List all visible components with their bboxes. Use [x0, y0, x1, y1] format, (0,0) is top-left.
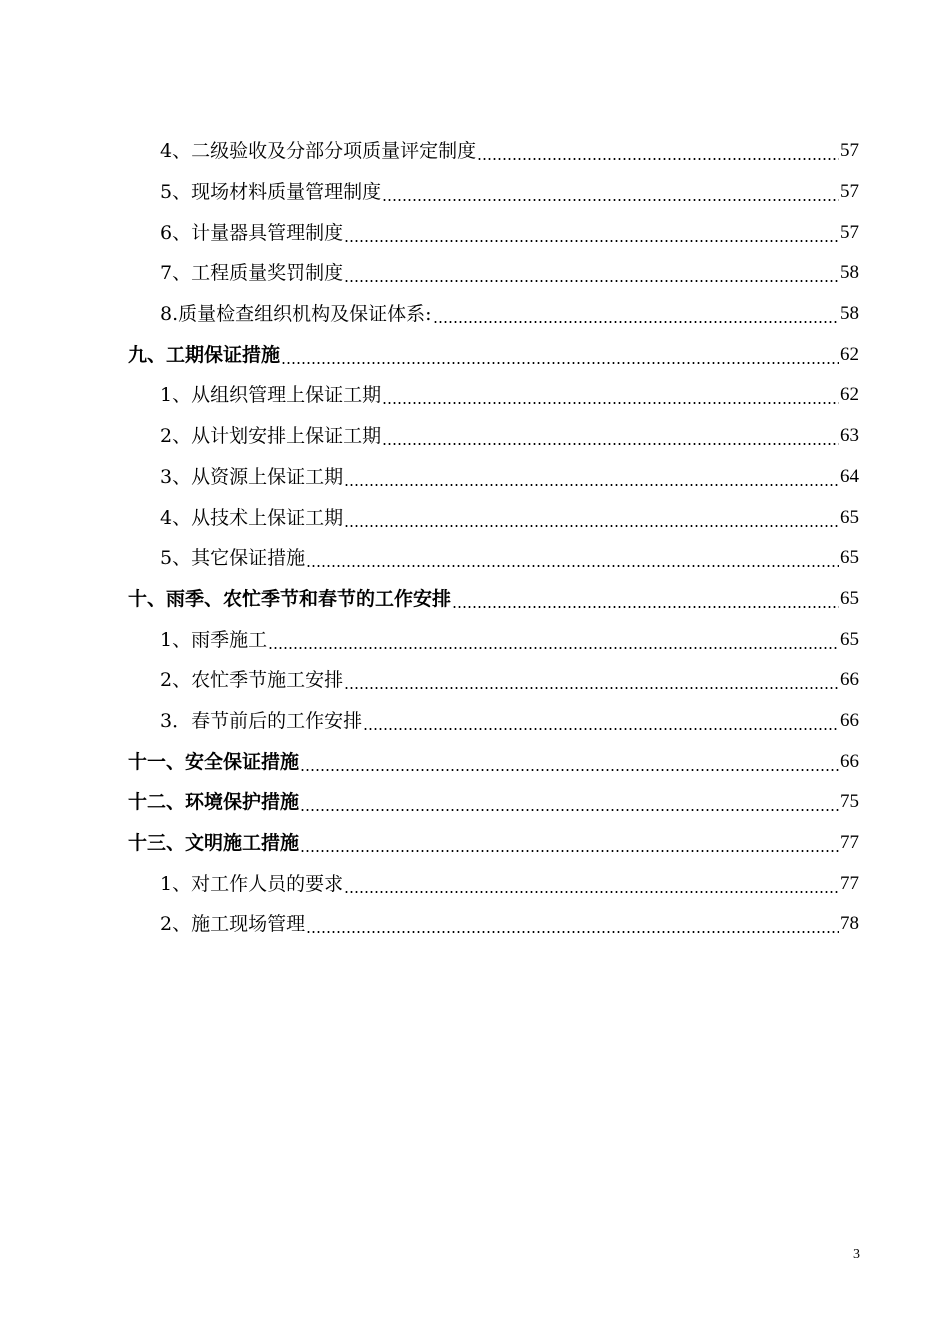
toc-entry-page: 77 — [840, 872, 859, 894]
toc-dot-leader — [382, 443, 839, 445]
toc-section-heading[interactable] — [0, 823, 950, 864]
toc-dot-leader — [344, 525, 839, 527]
toc-entry-page: 66 — [840, 750, 859, 772]
toc-dot-leader — [344, 280, 839, 282]
table-of-contents — [0, 131, 950, 945]
toc-dot-leader — [433, 321, 839, 323]
toc-entry[interactable] — [0, 212, 950, 253]
toc-entry-title: 4、二级验收及分部分项质量评定制度 — [160, 140, 477, 163]
toc-entry-title: 4、从技术上保证工期 — [160, 506, 344, 529]
toc-dot-leader — [344, 240, 839, 242]
toc-section-heading[interactable] — [0, 782, 950, 823]
toc-entry-title: 1、雨季施工 — [160, 628, 268, 651]
toc-section-heading[interactable] — [0, 334, 950, 375]
toc-entry-title: 十三、文明施工措施 — [128, 832, 300, 855]
toc-entry-page: 57 — [840, 181, 859, 203]
toc-entry-title: 十二、环境保护措施 — [128, 791, 300, 814]
toc-entry-page: 65 — [840, 547, 859, 569]
toc-entry-page: 62 — [840, 343, 859, 365]
toc-entry-title: 5、其它保证措施 — [160, 547, 306, 570]
toc-entry-title: 2、从计划安排上保证工期 — [160, 425, 382, 448]
toc-entry[interactable] — [0, 172, 950, 213]
toc-entry[interactable] — [0, 619, 950, 660]
toc-entry-page: 65 — [840, 587, 859, 609]
toc-entry-title: 2、农忙季节施工安排 — [160, 669, 344, 692]
toc-entry[interactable] — [0, 904, 950, 945]
toc-entry-title: 3、从资源上保证工期 — [160, 465, 344, 488]
toc-dot-leader — [344, 484, 839, 486]
toc-entry-title: 十、雨季、农忙季节和春节的工作安排 — [128, 587, 452, 610]
toc-entry-title: 5、现场材料质量管理制度 — [160, 181, 382, 204]
toc-dot-leader — [300, 809, 839, 811]
toc-entry-title: 6、计量器具管理制度 — [160, 221, 344, 244]
toc-entry-title: 3．春节前后的工作安排 — [160, 709, 363, 732]
toc-entry[interactable] — [0, 253, 950, 294]
toc-dot-leader — [382, 199, 839, 201]
toc-entry-page: 77 — [840, 832, 859, 854]
toc-entry-page: 58 — [840, 303, 859, 325]
toc-entry-page: 65 — [840, 506, 859, 528]
toc-entry-page: 58 — [840, 262, 859, 284]
toc-dot-leader — [300, 769, 839, 771]
toc-dot-leader — [281, 362, 839, 364]
toc-dot-leader — [306, 565, 839, 567]
toc-dot-leader — [300, 850, 839, 852]
toc-entry[interactable] — [0, 294, 950, 335]
toc-entry-page: 64 — [840, 465, 859, 487]
toc-dot-leader — [477, 158, 839, 160]
toc-entry[interactable] — [0, 538, 950, 579]
toc-entry-page: 65 — [840, 628, 859, 650]
toc-entry[interactable] — [0, 863, 950, 904]
toc-entry-page: 57 — [840, 140, 859, 162]
toc-dot-leader — [268, 647, 839, 649]
toc-entry[interactable] — [0, 497, 950, 538]
toc-entry-title: 8.质量检查组织机构及保证体系: — [160, 303, 432, 326]
toc-entry-title: 2、施工现场管理 — [160, 913, 306, 936]
toc-dot-leader — [363, 728, 839, 730]
toc-dot-leader — [344, 687, 839, 689]
toc-entry[interactable] — [0, 416, 950, 457]
toc-dot-leader — [306, 931, 839, 933]
toc-entry[interactable] — [0, 701, 950, 742]
toc-entry-page: 57 — [840, 221, 859, 243]
toc-section-heading[interactable] — [0, 579, 950, 620]
toc-entry[interactable] — [0, 660, 950, 701]
toc-entry[interactable] — [0, 457, 950, 498]
toc-entry-title: 1、从组织管理上保证工期 — [160, 384, 382, 407]
toc-entry[interactable] — [0, 375, 950, 416]
toc-entry-page: 66 — [840, 709, 859, 731]
toc-entry-page: 75 — [840, 791, 859, 813]
toc-entry-title: 九、工期保证措施 — [128, 343, 281, 366]
toc-entry-page: 62 — [840, 384, 859, 406]
page-number: 3 — [853, 1247, 860, 1262]
toc-dot-leader — [344, 891, 839, 893]
toc-dot-leader — [382, 402, 839, 404]
toc-entry-page: 66 — [840, 669, 859, 691]
toc-entry-title: 7、工程质量奖罚制度 — [160, 262, 344, 285]
toc-entry-title: 1、对工作人员的要求 — [160, 872, 344, 895]
toc-dot-leader — [452, 606, 839, 608]
toc-entry-page: 78 — [840, 913, 859, 935]
toc-entry-page: 63 — [840, 425, 859, 447]
toc-section-heading[interactable] — [0, 741, 950, 782]
toc-entry[interactable] — [0, 131, 950, 172]
toc-entry-title: 十一、安全保证措施 — [128, 750, 300, 773]
